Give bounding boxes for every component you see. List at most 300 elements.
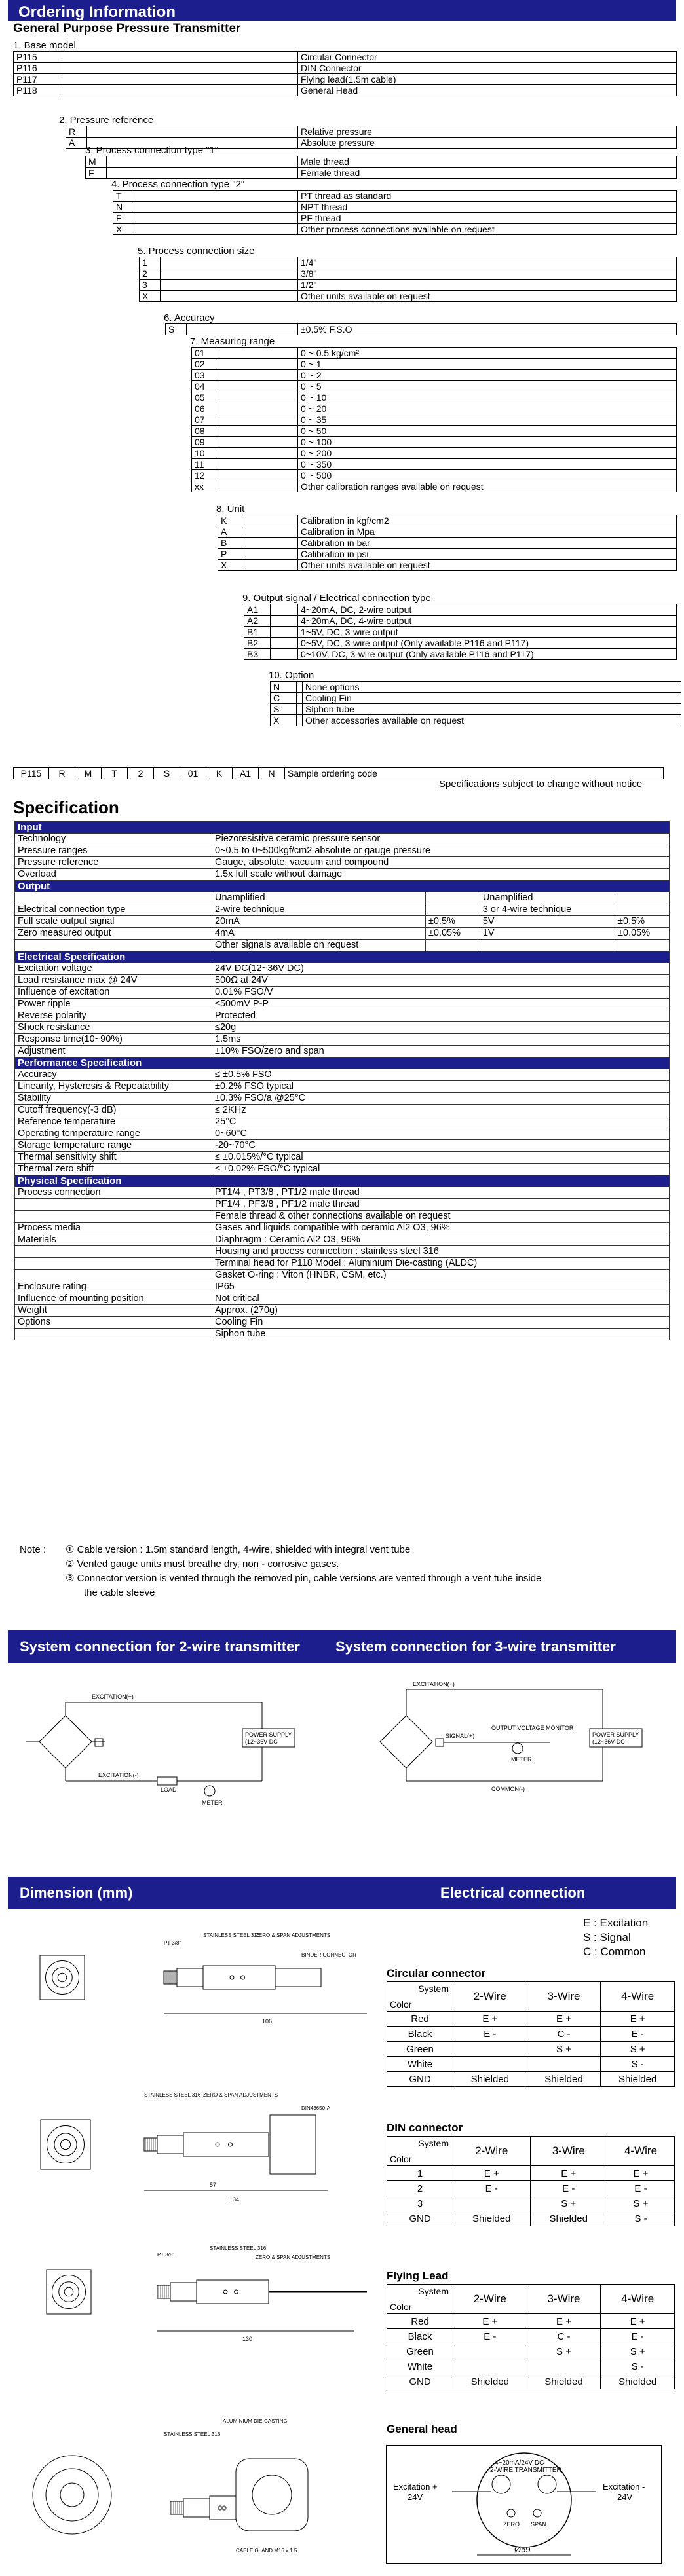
spec-cell <box>15 940 212 951</box>
spec-value: Not critical <box>212 1293 670 1305</box>
ordering-option-row <box>271 693 681 704</box>
ec-cell: Shielded <box>530 2211 607 2226</box>
option-code: xx <box>192 481 218 492</box>
ordering-option-row <box>244 616 677 627</box>
spec-value: Gauge, absolute, vacuum and compound <box>212 857 670 869</box>
dim-57: 57 <box>210 2182 217 2188</box>
option-spacer <box>297 715 303 726</box>
spec-value: PT1/4 , PT3/8 , PT1/2 male thread <box>212 1187 670 1199</box>
option-code: B <box>218 538 244 548</box>
spec-value: 0.01% FSO/V <box>212 987 670 999</box>
ordering-level-label: 6. Accuracy <box>164 312 215 323</box>
option-spacer <box>297 704 303 714</box>
spec-value: ±10% FSO/zero and span <box>212 1046 670 1058</box>
ordering-option-row <box>192 359 677 370</box>
ordering-option-row <box>192 403 677 414</box>
spec-row <box>15 1164 670 1175</box>
spec-row <box>15 869 670 881</box>
exc-pos-label-3: EXCITATION(+) <box>413 1681 455 1687</box>
spec-section-row <box>15 1058 670 1069</box>
sample-code: M <box>75 768 102 779</box>
common-label: COMMON(-) <box>491 1786 525 1792</box>
spec-section-title: Physical Specification <box>15 1175 670 1187</box>
option-description: 0 ~ 35 <box>298 414 677 425</box>
ec-cell: 2 <box>387 2181 453 2196</box>
sample-row <box>14 768 664 779</box>
ec-cell: E + <box>607 2166 675 2181</box>
spec-param: Shock resistance <box>15 1022 212 1034</box>
option-spacer <box>244 515 298 526</box>
spec-row <box>15 1293 670 1305</box>
spec-row <box>15 857 670 869</box>
spec-table <box>14 821 670 1340</box>
spec-value: Siphon tube <box>212 1329 670 1340</box>
ordering-option-row <box>192 414 677 426</box>
option-spacer <box>107 156 298 167</box>
option-code: 1 <box>140 257 161 268</box>
spec-value: ≤20g <box>212 1022 670 1034</box>
ec-cell <box>527 2359 601 2374</box>
spec-param: Load resistance max @ 24V <box>15 975 212 987</box>
ordering-option-row <box>192 426 677 437</box>
exc-neg-head: Excitation - <box>603 2482 645 2492</box>
ordering-option-row <box>192 481 677 492</box>
option-spacer <box>218 403 298 414</box>
spec-param <box>15 1258 212 1270</box>
ec-cell: S + <box>607 2196 675 2211</box>
spec-param: Linearity, Hysteresis & Repeatability <box>15 1081 212 1093</box>
option-code: X <box>140 291 161 301</box>
option-description: ±0.5% F.S.O <box>298 324 677 335</box>
span-label: SPAN <box>531 2521 546 2528</box>
ordering-subtitle: General Purpose Pressure Transmitter <box>13 22 241 35</box>
ordering-level-label: 8. Unit <box>216 504 245 515</box>
load-label: LOAD <box>161 1786 177 1793</box>
ec-cell: White <box>387 2359 453 2374</box>
ec-cell: Red <box>387 2012 453 2027</box>
option-code: A <box>218 526 244 537</box>
note-1: ① Cable version : 1.5m standard length, 4-wire, shielded with integral vent tube <box>66 1544 411 1555</box>
option-spacer <box>218 459 298 469</box>
option-code: B2 <box>244 638 271 648</box>
notes <box>20 1543 541 1600</box>
option-code: A2 <box>244 616 271 626</box>
spec-row <box>15 1046 670 1058</box>
spec-section-title: Output <box>15 881 670 892</box>
ec-row <box>387 2314 675 2329</box>
ec-row <box>387 2196 675 2211</box>
option-description: Other units available on request <box>298 560 677 570</box>
ordering-level-grid <box>113 190 677 235</box>
circular-connector-drawing <box>13 1925 380 2036</box>
ec-row <box>387 2072 675 2087</box>
ordering-option-row <box>192 370 677 381</box>
ordering-option-row <box>14 85 677 96</box>
option-code: 2 <box>140 268 161 279</box>
sample-code: S <box>154 768 180 779</box>
spec-section-title: Performance Specification <box>15 1058 670 1069</box>
ordering-level-grid <box>218 515 677 571</box>
ordering-option-row <box>271 704 681 715</box>
ordering-level-grid <box>191 347 677 492</box>
sample-code: 01 <box>180 768 206 779</box>
option-code: P116 <box>14 63 62 73</box>
spec-value: Female thread & other connections available on request <box>212 1211 670 1223</box>
ordering-option-row <box>14 63 677 74</box>
option-description: 3/8" <box>298 268 677 279</box>
spec-cell: ±0.05% <box>615 928 670 940</box>
spec-param: Pressure reference <box>15 857 212 869</box>
option-description: 0 ~ 500 <box>298 470 677 481</box>
option-code: F <box>86 168 107 178</box>
general-head-title: General head <box>387 2423 457 2435</box>
spec-row <box>15 1010 670 1022</box>
ec-cell: E - <box>453 2027 527 2042</box>
option-spacer <box>218 359 298 369</box>
ordering-level-grid <box>244 604 677 660</box>
ec-cell <box>453 2359 527 2374</box>
ec-cell: White <box>387 2057 453 2072</box>
option-code: 12 <box>192 470 218 481</box>
option-spacer <box>218 381 298 392</box>
option-spacer <box>271 649 298 659</box>
power-range-3: (12~36V DC <box>592 1739 625 1745</box>
ec-row <box>387 2057 675 2072</box>
ordering-option-row <box>113 213 677 224</box>
spec-row <box>15 1234 670 1246</box>
spec-row <box>15 904 670 916</box>
ordering-option-row <box>271 715 681 726</box>
option-spacer <box>134 213 298 223</box>
spec-value: 0~60°C <box>212 1128 670 1140</box>
spec-row <box>15 1317 670 1329</box>
option-spacer <box>187 324 298 335</box>
meter-label-3: METER <box>511 1756 532 1763</box>
pt-label: PT 3/8" <box>164 1940 181 1946</box>
ordering-option-row <box>14 52 677 63</box>
note-3-cont: the cable sleeve <box>84 1587 155 1598</box>
option-code: N <box>271 682 297 692</box>
spec-cell: 2-wire technique <box>212 904 426 916</box>
spec-cell: 3 or 4-wire technique <box>480 904 615 916</box>
spec-value: Housing and process connection : stainless steel 316 <box>212 1246 670 1258</box>
ec-cell: E + <box>527 2012 601 2027</box>
spec-row <box>15 1258 670 1270</box>
ec-header-col: 4-Wire <box>601 2285 675 2314</box>
spec-row <box>15 1305 670 1317</box>
spec-param: Thermal zero shift <box>15 1164 212 1175</box>
option-description: PF thread <box>298 213 677 223</box>
option-code: X <box>218 560 244 570</box>
pt-label-fl: PT 3/8" <box>157 2252 175 2258</box>
spec-value: 500Ω at 24V <box>212 975 670 987</box>
option-code: A <box>66 138 87 148</box>
note-3: ③ Connector version is vented through the removed pin, cable versions are vented through a vent tube inside <box>66 1573 542 1584</box>
spec-value: ≤ ±0.015%/°C typical <box>212 1152 670 1164</box>
option-spacer <box>218 481 298 492</box>
din-connector-drawing <box>13 2082 380 2207</box>
spec-cell <box>615 904 670 916</box>
spec-cell: ±0.05% <box>425 928 480 940</box>
spec-param: Accuracy <box>15 1069 212 1081</box>
spec-param: Stability <box>15 1093 212 1105</box>
option-code: T <box>113 191 134 201</box>
spec-cell: ±0.5% <box>425 916 480 928</box>
spec-row <box>15 1034 670 1046</box>
ec-header-col: 3-Wire <box>530 2137 607 2166</box>
ec-cell <box>453 2344 527 2359</box>
sample-code: 2 <box>128 768 154 779</box>
spec-param <box>15 1270 212 1281</box>
spec-param: Materials <box>15 1234 212 1246</box>
spec-row <box>15 916 670 928</box>
ec-cell: Shielded <box>527 2072 601 2087</box>
spec-value: 0~0.5 to 0~500kgf/cm2 absolute or gauge pressure <box>212 845 670 857</box>
ss-label: STAINLESS STEEL 316 <box>203 1932 260 1938</box>
note-2: ② Vented gauge units must breathe dry, non - corrosive gases. <box>66 1558 339 1570</box>
spec-title: Specification <box>13 798 119 817</box>
ordering-option-row <box>192 392 677 403</box>
ec-cell: E - <box>607 2181 675 2196</box>
spec-cell: Full scale output signal <box>15 916 212 928</box>
option-spacer <box>161 257 298 268</box>
power-label-3: POWER SUPPLY <box>592 1731 639 1738</box>
spec-cell <box>425 940 480 951</box>
option-description: Other process connections available on request <box>298 224 677 234</box>
spec-value: Diaphragm : Ceramic Al2 O3, 96% <box>212 1234 670 1246</box>
option-spacer <box>62 63 298 73</box>
option-code: 3 <box>140 280 161 290</box>
ordering-option-row <box>218 549 677 560</box>
ec-header-col: 2-Wire <box>453 1982 527 2012</box>
three-wire-diagram <box>354 1676 668 1807</box>
spec-row <box>15 999 670 1010</box>
option-code: X <box>113 224 134 234</box>
syscon-2wire-title: System connection for 2-wire transmitter <box>20 1638 300 1655</box>
option-code: S <box>271 704 297 714</box>
ec-cell: Green <box>387 2042 453 2057</box>
option-description: 0 ~ 350 <box>298 459 677 469</box>
option-description: 1/4" <box>298 257 677 268</box>
ordering-option-row <box>218 526 677 538</box>
ordering-level-grid <box>270 681 681 726</box>
ec-header-col: 2-Wire <box>453 2137 531 2166</box>
spec-param <box>15 1199 212 1211</box>
option-spacer <box>297 693 303 703</box>
spec-param <box>15 1211 212 1223</box>
option-code: K <box>218 515 244 526</box>
spec-cell: Unamplified <box>480 892 615 904</box>
spec-row <box>15 892 670 904</box>
spec-row <box>15 845 670 857</box>
exc-pos-v: 24V <box>408 2492 423 2502</box>
option-description: NPT thread <box>298 202 677 212</box>
din-table <box>387 2136 675 2226</box>
option-spacer <box>271 627 298 637</box>
ordering-option-row <box>113 191 677 202</box>
option-description: Other calibration ranges available on request <box>298 481 677 492</box>
ec-cell: E + <box>453 2012 527 2027</box>
ordering-option-row <box>113 224 677 235</box>
spec-param: Storage temperature range <box>15 1140 212 1152</box>
ec-cell: E - <box>601 2329 675 2344</box>
option-description: 1~5V, DC, 3-wire output <box>298 627 677 637</box>
option-code: 06 <box>192 403 218 414</box>
spec-cell <box>615 940 670 951</box>
option-description: Calibration in bar <box>298 538 677 548</box>
spec-cell: 1V <box>480 928 615 940</box>
head-diameter: Ø59 <box>514 2545 531 2554</box>
option-description: PT thread as standard <box>298 191 677 201</box>
spec-param: Process connection <box>15 1187 212 1199</box>
spec-value: Gases and liquids compatible with ceramic Al2 O3, 96% <box>212 1223 670 1234</box>
spec-param: Influence of mounting position <box>15 1293 212 1305</box>
option-description: 0 ~ 50 <box>298 426 677 436</box>
option-description: 0~10V, DC, 3-wire output (Only available P116 and P117) <box>298 649 677 659</box>
spec-cell: Electrical connection type <box>15 904 212 916</box>
option-spacer <box>244 538 298 548</box>
spec-param: Weight <box>15 1305 212 1317</box>
ec-cell <box>527 2057 601 2072</box>
ordering-option-row <box>140 257 677 268</box>
option-spacer <box>218 370 298 380</box>
ss-label-din: STAINLESS STEEL 316 <box>144 2092 201 2098</box>
ordering-option-row <box>166 324 677 335</box>
option-description: Calibration in Mpa <box>298 526 677 537</box>
ordering-option-row <box>192 448 677 459</box>
option-spacer <box>218 437 298 447</box>
ec-cell: E - <box>601 2027 675 2042</box>
spec-param: Technology <box>15 834 212 845</box>
ec-cell: Black <box>387 2027 453 2042</box>
elec-legend <box>583 1916 648 1959</box>
spec-cell: Other signals available on request <box>212 940 426 951</box>
option-description: DIN Connector <box>298 63 677 73</box>
option-description: Absolute pressure <box>298 138 677 148</box>
spec-row <box>15 940 670 951</box>
option-spacer <box>244 560 298 570</box>
zs-label-fl: ZERO & SPAN ADJUSTMENTS <box>256 2254 331 2260</box>
spec-value: Protected <box>212 1010 670 1022</box>
option-spacer <box>134 224 298 234</box>
gland-label: CABLE GLAND M16 x 1.5 <box>236 2548 297 2554</box>
ordering-level-label: 1. Base model <box>13 40 76 51</box>
option-spacer <box>218 414 298 425</box>
ec-row <box>387 2374 675 2389</box>
option-code: P115 <box>14 52 62 62</box>
ec-cell: Black <box>387 2329 453 2344</box>
spec-value: PF1/4 , PF3/8 , PF1/2 male thread <box>212 1199 670 1211</box>
ordering-level-label: 5. Process connection size <box>138 246 255 257</box>
spec-cell: 5V <box>480 916 615 928</box>
ordering-level-grid <box>165 323 677 335</box>
flying-table <box>387 2284 675 2389</box>
option-description: 4~20mA, DC, 2-wire output <box>298 604 677 615</box>
legend-c: C : Common <box>583 1945 646 1958</box>
ec-row <box>387 2211 675 2226</box>
connector-label: BINDER CONNECTOR <box>301 1952 356 1958</box>
option-spacer <box>62 85 298 96</box>
spec-row <box>15 1281 670 1293</box>
spec-cell: 20mA <box>212 916 426 928</box>
option-code: 05 <box>192 392 218 403</box>
general-head-diagram <box>380 2442 668 2567</box>
ec-cell: S + <box>601 2042 675 2057</box>
ordering-option-row <box>113 202 677 213</box>
option-spacer <box>87 126 298 137</box>
spec-cell: Zero measured output <box>15 928 212 940</box>
spec-value: Approx. (270g) <box>212 1305 670 1317</box>
ordering-option-row <box>218 538 677 549</box>
notes-label: Note : <box>20 1544 47 1555</box>
dim-134: 134 <box>229 2196 240 2203</box>
spec-value: ±0.3% FSO/a @25°C <box>212 1093 670 1105</box>
head-line1: 4~20mA/24V DC <box>495 2459 544 2467</box>
ec-cell: S - <box>601 2057 675 2072</box>
ec-cell: E + <box>530 2166 607 2181</box>
ordering-option-row <box>14 74 677 85</box>
ordering-option-row <box>140 268 677 280</box>
option-description: Flying lead(1.5m cable) <box>298 74 677 84</box>
option-description: Relative pressure <box>298 126 677 137</box>
spec-value: ±0.2% FSO typical <box>212 1081 670 1093</box>
ec-cell: Shielded <box>453 2374 527 2389</box>
ec-cell <box>453 2196 531 2211</box>
option-code: 04 <box>192 381 218 392</box>
ec-system-label: System <box>418 2138 449 2148</box>
ec-cell: 1 <box>387 2166 453 2181</box>
spec-cell: 4mA <box>212 928 426 940</box>
spec-param: Response time(10~90%) <box>15 1034 212 1046</box>
ordering-option-row <box>244 649 677 660</box>
option-code: 09 <box>192 437 218 447</box>
ec-cell: E - <box>530 2181 607 2196</box>
option-code: N <box>113 202 134 212</box>
option-code: B1 <box>244 627 271 637</box>
spec-row <box>15 1069 670 1081</box>
ec-cell <box>453 2057 527 2072</box>
option-description: 0 ~ 100 <box>298 437 677 447</box>
ordering-level-label: 2. Pressure reference <box>59 115 154 126</box>
head-line2: 2-WIRE TRANSMITTER <box>490 2467 561 2474</box>
option-description: 4~20mA, DC, 4-wire output <box>298 616 677 626</box>
option-description: 1/2" <box>298 280 677 290</box>
ec-cell: E + <box>453 2314 527 2329</box>
ec-cell: S + <box>601 2344 675 2359</box>
ec-cell: E + <box>527 2314 601 2329</box>
option-spacer <box>134 191 298 201</box>
option-code: 01 <box>192 348 218 358</box>
ec-header-col: 3-Wire <box>527 2285 601 2314</box>
ec-cell: Shielded <box>601 2374 675 2389</box>
spec-value: -20~70°C <box>212 1140 670 1152</box>
spec-section-row <box>15 822 670 834</box>
option-description: 0 ~ 5 <box>298 381 677 392</box>
spec-param: Options <box>15 1317 212 1329</box>
ec-header-col: 4-Wire <box>607 2137 675 2166</box>
option-code: 03 <box>192 370 218 380</box>
spec-value: Terminal head for P118 Model : Aluminium Die-casting (ALDC) <box>212 1258 670 1270</box>
ordering-level-label: 9. Output signal / Electrical connection type <box>242 593 431 604</box>
spec-param <box>15 1329 212 1340</box>
ec-row <box>387 2042 675 2057</box>
ec-cell: Shielded <box>453 2072 527 2087</box>
spec-row <box>15 1199 670 1211</box>
flying-lead-drawing <box>13 2239 380 2351</box>
spec-param <box>15 1246 212 1258</box>
option-spacer <box>218 348 298 358</box>
spec-value: ≤ 2KHz <box>212 1105 670 1116</box>
